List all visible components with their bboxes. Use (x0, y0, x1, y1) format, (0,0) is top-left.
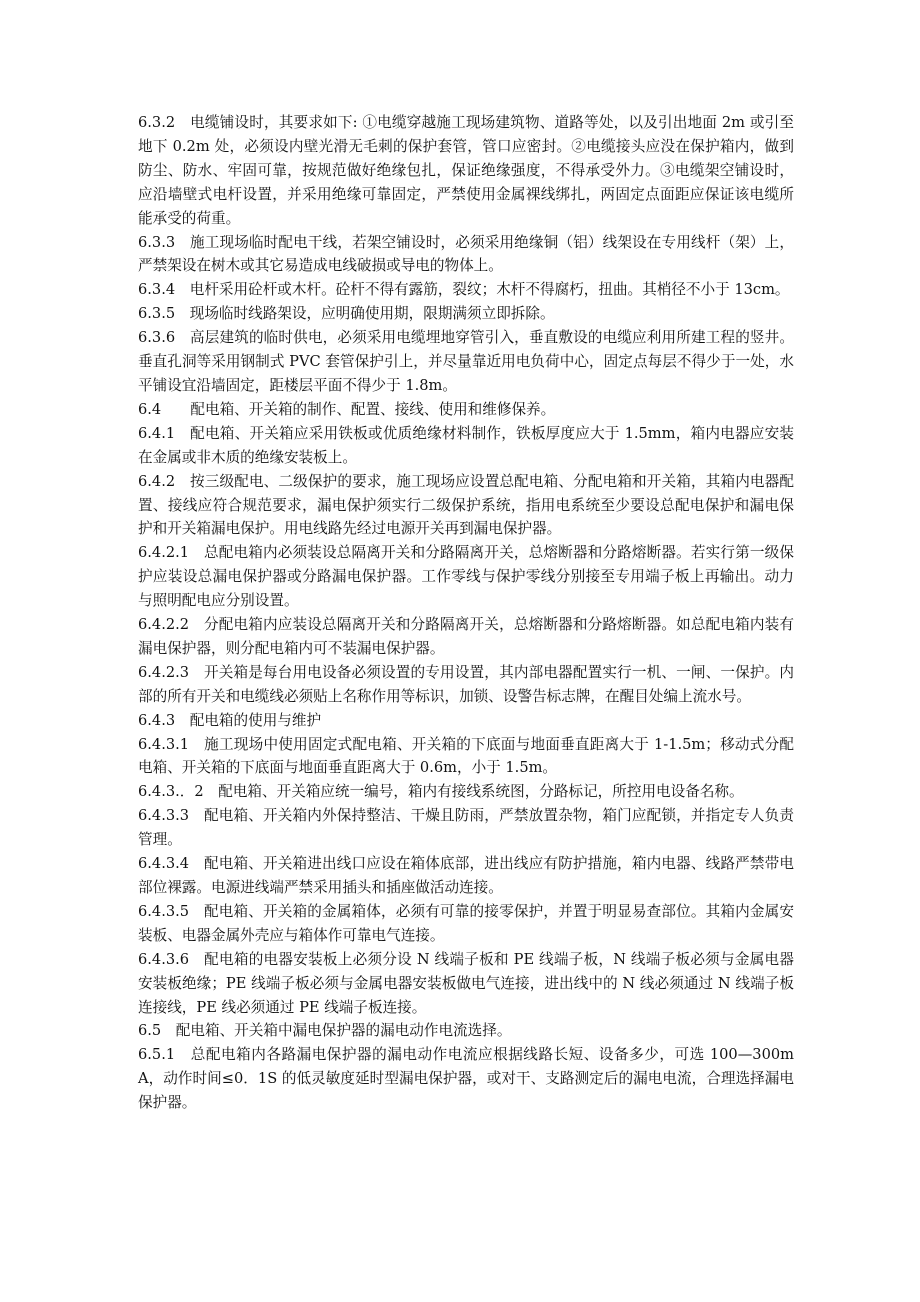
paragraph-6-4-3-6: 6.4.3.6 配电箱的电器安装板上必须分设 N 线端子板和 PE 线端子板，N 线端子板必须与金属电器安装板绝缘；PE 线端子板必须与金属电器安装板做电气连接，进出线中的 N 线必须通过 N 线端子板连接线，PE 线必须通过 PE 线端子板连接。 (138, 950, 794, 1016)
paragraph-6-4-3-2: 6.4.3.．2 配电箱、开关箱应统一编号，箱内有接线系统图，分路标记，所控用电设备名称。 (138, 783, 744, 801)
paragraph-6-4-3-1: 6.4.3.1 施工现场中使用固定式配电箱、开关箱的下底面与地面垂直距离大于 1-1.5m；移动式分配电箱、开关箱的下底面与地面垂直距离大于 0.6m，小于 1.5m。 (138, 735, 794, 777)
section-heading-6-5: 6.5 配电箱、开关箱中漏电保护器的漏电动作电流选择。 (138, 1022, 512, 1040)
paragraph-6-3-5: 6.3.5 现场临时线路架设，应明确使用期，限期满须立即拆除。 (138, 305, 555, 323)
paragraph-6-4-2-3: 6.4.2.3 开关箱是每台用电设备必须设置的专用设置，其内部电器配置实行一机、一闸、一保护。内部的所有开关和电缆线必须贴上名称作用等标识，加锁、设警告标志牌，在醒目处编上流水号。 (138, 663, 794, 705)
paragraph-6-4-3-4: 6.4.3.4 配电箱、开关箱进出线口应设在箱体底部，进出线应有防护措施，箱内电器、线路严禁带电部位裸露。电源进线端严禁采用插头和插座做活动连接。 (138, 855, 794, 896)
paragraph-6-3-2: 6.3.2 电缆铺设时，其要求如下: ①电缆穿越施工现场建筑物、道路等处，以及引出地面 2m 或引至地下 0.2m 处，必须设内壁光滑无毛刺的保护套管，管口应密封。②电缆接头应没在保护箱内，做到防尘、防水、牢固可靠，按规范做好绝缘包扎，保证绝缘强度，不得承受外力。③电缆架空铺设时，应沿墙壁式电杆设置，并采用绝缘可靠固定，严禁使用金属裸线绑扎，两固定点面距应保证该电缆所能承受的荷重。 (138, 114, 794, 227)
paragraph-6-3-3: 6.3.3 施工现场临时配电干线，若架空铺设时，必须采用绝缘铜（铝）线架设在专用线杆（架）上，严禁架设在树木或其它易造成电线破损或导电的物体上。 (138, 233, 794, 275)
paragraph-6-4-3-3: 6.4.3.3 配电箱、开关箱内外保持整洁、干燥且防雨，严禁放置杂物，箱门应配锁，并指定专人负责管理。 (138, 807, 794, 849)
paragraph-6-4-2-1: 6.4.2.1 总配电箱内必须装设总隔离开关和分路隔离开关，总熔断器和分路熔断器。若实行第一级保护应装设总漏电保护器或分路漏电保护器。工作零线与保护零线分别接至专用端子板上再输出。动力与照明配电应分别设置。 (138, 544, 794, 610)
paragraph-6-4-2: 6.4.2 按三级配电、二级保护的要求，施工现场应设置总配电箱、分配电箱和开关箱，其箱内电器配置、接线应符合规范要求，漏电保护须实行二级保护系统，指用电系统至少要设总配电保护和漏电保护和开关箱漏电保护。用电线路先经过电源开关再到漏电保护器。 (138, 472, 794, 538)
paragraph-6-3-6: 6.3.6 高层建筑的临时供电，必须采用电缆埋地穿管引入，垂直敷设的电缆应利用所建工程的竖井。垂直孔洞等采用钢制式 PVC 套管保护引上，并尽量靠近用电负荷中心，固定点每层不得少于一处，水平铺设宜沿墙固定，距楼层平面不得少于 1.8m。 (138, 329, 794, 394)
document-body (138, 111, 794, 1115)
paragraph-6-5-1: 6.5.1 总配电箱内各路漏电保护器的漏电动作电流应根据线路长短、设备多少，可选 100—300mA，动作时间≤0．1S 的低灵敏度延时型漏电保护器，或对干、支路测定后的漏电电流，合理选择漏电保护器。 (138, 1046, 794, 1112)
paragraph-6-4-1: 6.4.1 配电箱、开关箱应采用铁板或优质绝缘材料制作，铁板厚度应大于 1.5mm，箱内电器应安装在金属或非木质的绝缘安装板上。 (138, 424, 794, 466)
paragraph-6-4-2-2: 6.4.2.2 分配电箱内应装设总隔离开关和分路隔离开关，总熔断器和分路熔断器。如总配电箱内装有漏电保护器，则分配电箱内可不装漏电保护器。 (138, 616, 794, 657)
section-heading-6-4-3: 6.4.3 配电箱的使用与维护 (138, 711, 322, 729)
paragraph-6-3-4: 6.3.4 电杆采用砼杆或木杆。砼杆不得有露筋，裂纹；木杆不得腐朽，扭曲。其梢径不小于 13cm。 (138, 281, 790, 299)
section-heading-6-4: 6.4 配电箱、开关箱的制作、配置、接线、使用和维修保养。 (138, 400, 556, 418)
paragraph-6-4-3-5: 6.4.3.5 配电箱、开关箱的金属箱体，必须有可靠的接零保护，并置于明显易查部位。其箱内金属安装板、电器金属外壳应与箱体作可靠电气连接。 (138, 902, 794, 944)
